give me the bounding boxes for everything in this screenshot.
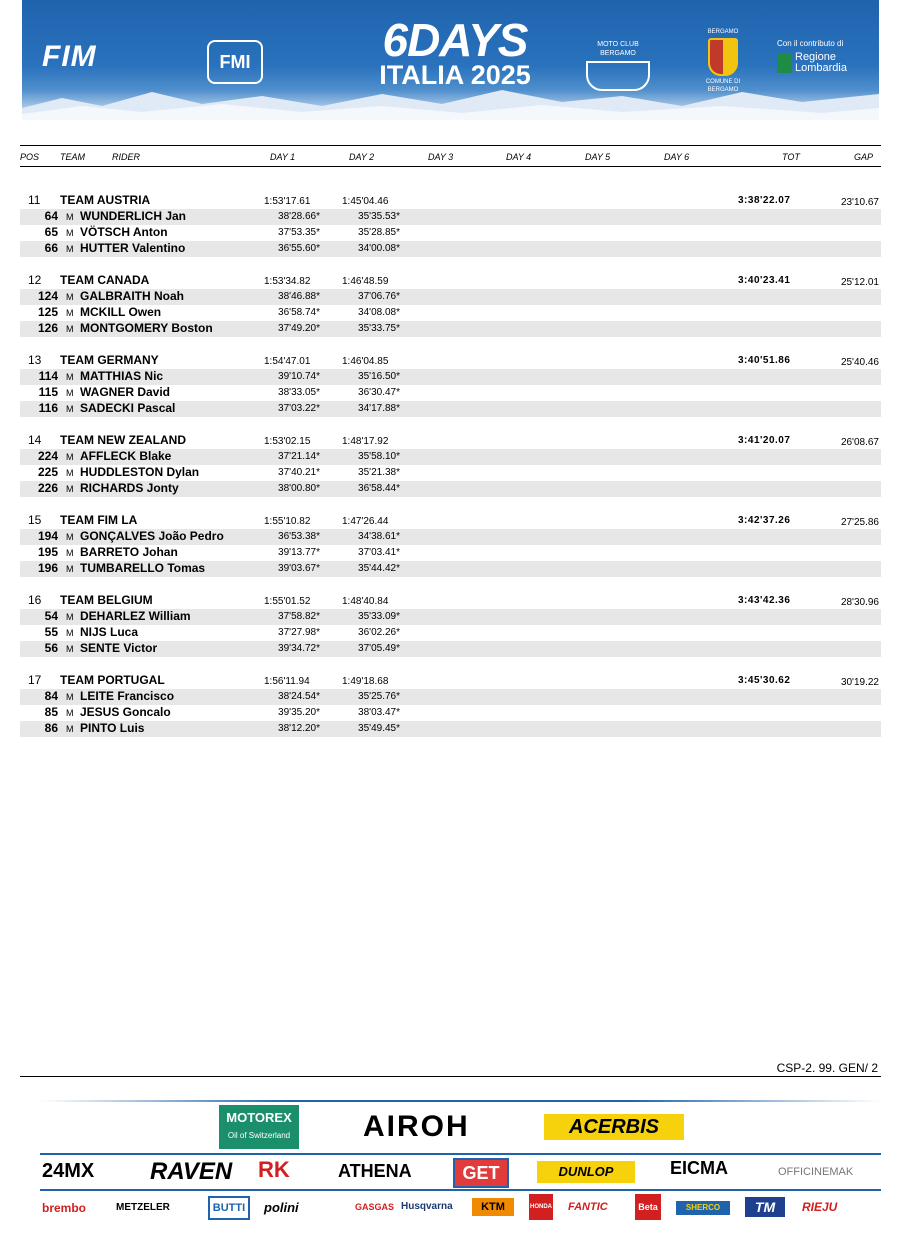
team-row: [20, 353, 881, 369]
rider-number: 126: [37, 321, 58, 335]
rider-category: M: [66, 692, 74, 702]
sponsor-24mx: 24MX: [42, 1160, 95, 1182]
rider-row: [20, 481, 881, 497]
sponsor-officinemak: OFFICINEMAK: [778, 1166, 854, 1178]
rider-name: HUTTER Valentino: [80, 241, 186, 255]
sponsor-acerbis: ACERBIS: [544, 1114, 684, 1140]
rider-day2-time: 34'17.88*: [358, 403, 400, 414]
sponsor-metzeler: METZELER: [116, 1202, 170, 1213]
team-block: [20, 353, 881, 417]
sponsor-gasgas: GASGAS: [355, 1202, 395, 1212]
rider-row: [20, 241, 881, 257]
rider-day2-time: 36'58.44*: [358, 483, 400, 494]
rider-name: SENTE Victor: [80, 641, 158, 655]
rider-day1-time: 37'49.20*: [278, 323, 320, 334]
team-row: [20, 273, 881, 289]
rider-day1-time: 39'10.74*: [278, 371, 320, 382]
rider-row: [20, 209, 881, 225]
rider-category: M: [66, 292, 74, 302]
rider-day2-time: 37'06.76*: [358, 291, 400, 302]
rider-category: M: [66, 452, 74, 462]
team-day2-time: 1:45'04.46: [342, 196, 389, 207]
rider-row: [20, 609, 881, 625]
six-days-title: 6DAYS: [382, 14, 528, 66]
event-banner: [22, 0, 879, 120]
team-row: [20, 193, 881, 209]
col-header-day5: DAY 5: [585, 152, 611, 162]
rider-name: GONÇALVES João Pedro: [80, 529, 224, 543]
rider-day1-time: 36'55.60*: [278, 243, 320, 254]
rider-day2-time: 35'21.38*: [358, 467, 400, 478]
rider-name: MONTGOMERY Boston: [80, 321, 213, 335]
rider-name: WUNDERLICH Jan: [80, 209, 187, 223]
sponsor-butti: BUTTI: [208, 1196, 250, 1220]
rider-number: 125: [37, 305, 58, 319]
sponsor-husqvarna: Husqvarna: [401, 1201, 453, 1212]
team-day2-time: 1:46'04.85: [342, 356, 389, 367]
sponsor-motorex-label: MOTOREX: [226, 1110, 292, 1125]
rider-day2-time: 35'25.76*: [358, 691, 400, 702]
col-header-day6: DAY 6: [664, 152, 690, 162]
rider-day2-time: 35'33.75*: [358, 323, 400, 334]
rider-name: MATTHIAS Nic: [80, 369, 164, 383]
rider-name: AFFLECK Blake: [80, 449, 172, 463]
team-total-time: 3:41'20.07: [738, 435, 791, 446]
team-name: TEAM CANADA: [60, 273, 150, 287]
team-name: TEAM NEW ZEALAND: [60, 433, 186, 447]
rider-number: 124: [37, 289, 58, 303]
team-gap: 25'40.46: [840, 357, 879, 368]
rider-name: SADECKI Pascal: [80, 401, 176, 415]
team-gap: 26'08.67: [840, 437, 879, 448]
team-total-time: 3:40'51.86: [738, 355, 791, 366]
sponsor-athena: ATHENA: [338, 1161, 412, 1181]
rider-day1-time: 37'27.98*: [278, 627, 320, 638]
sponsor-fantic: FANTIC: [568, 1201, 608, 1213]
rider-day1-time: 38'24.54*: [278, 691, 320, 702]
fim-logo: FIM: [42, 40, 97, 73]
team-gap: 23'10.67: [840, 197, 879, 208]
col-header-day4: DAY 4: [506, 152, 532, 162]
team-day1-time: 1:56'11.94: [264, 676, 310, 687]
team-name: TEAM PORTUGAL: [60, 673, 165, 687]
rider-number: 84: [44, 689, 58, 703]
rider-day1-time: 38'28.66*: [278, 211, 320, 222]
header-bottom-rule: [20, 166, 881, 167]
team-day2-time: 1:48'40.84: [342, 596, 389, 607]
sponsor-rieju: RIEJU: [802, 1200, 838, 1214]
sponsor-brembo: brembo: [42, 1201, 87, 1215]
rider-name: JESUS Goncalo: [80, 705, 171, 719]
rider-row: [20, 705, 881, 721]
col-header-day1: DAY 1: [270, 152, 296, 162]
crest-bottom-label: COMUNE DI BERGAMO: [705, 79, 741, 93]
team-row: [20, 673, 881, 689]
rider-number: 64: [44, 209, 58, 223]
rider-number: 114: [38, 369, 58, 383]
rider-category: M: [66, 628, 74, 638]
sponsor-motorex: [219, 1105, 299, 1149]
rider-row: [20, 689, 881, 705]
rider-number: 196: [37, 561, 58, 575]
rider-number: 85: [44, 705, 58, 719]
team-day1-time: 1:53'02.15: [264, 436, 311, 447]
rider-row: [20, 321, 881, 337]
rider-day1-time: 39'34.72*: [278, 643, 320, 654]
sponsor-ktm: KTM: [472, 1198, 514, 1216]
rider-day1-time: 37'03.22*: [278, 403, 320, 414]
team-row: [20, 433, 881, 449]
moto-club-bergamo-logo: [582, 40, 654, 91]
col-header-tot: TOT: [782, 152, 800, 162]
sponsor-rule-top: [40, 1100, 881, 1102]
rider-row: [20, 545, 881, 561]
rider-row: [20, 385, 881, 401]
rider-number: 115: [38, 385, 58, 399]
six-days-subtitle: ITALIA 2025: [379, 60, 531, 90]
team-name: TEAM GERMANY: [60, 353, 159, 367]
rider-day2-time: 35'44.42*: [358, 563, 400, 574]
rider-day1-time: 37'21.14*: [278, 451, 320, 462]
rider-day1-time: 36'53.38*: [278, 531, 320, 542]
rider-number: 194: [37, 529, 58, 543]
rider-row: [20, 225, 881, 241]
rider-day1-time: 38'12.20*: [278, 723, 320, 734]
sponsor-rule-bottom: [40, 1189, 881, 1191]
rider-day1-time: 38'00.80*: [278, 483, 320, 494]
team-block: [20, 593, 881, 657]
team-position: 15: [28, 513, 42, 527]
lombardia-label: Regione Lombardia: [795, 51, 847, 74]
rider-number: 86: [44, 721, 58, 735]
document-code: CSP-2. 99. GEN/ 2: [776, 1061, 878, 1075]
rider-day1-time: 39'03.67*: [278, 563, 320, 574]
rider-row: [20, 401, 881, 417]
rider-row: [20, 465, 881, 481]
team-day2-time: 1:47'26.44: [342, 516, 389, 527]
sponsor-raven: RAVEN: [150, 1158, 233, 1185]
moto-club-label: MOTO CLUB BERGAMO: [597, 41, 639, 57]
team-gap: 28'30.96: [840, 597, 879, 608]
fmi-logo: FMI: [207, 40, 263, 84]
col-header-pos: POS: [20, 152, 40, 162]
moto-club-emblem: [586, 61, 650, 91]
rider-category: M: [66, 548, 74, 558]
team-block: [20, 513, 881, 577]
rider-day2-time: 37'05.49*: [358, 643, 400, 654]
rider-name: HUDDLESTON Dylan: [80, 465, 200, 479]
rider-name: WAGNER David: [80, 385, 171, 399]
rider-number: 56: [44, 641, 58, 655]
rider-day1-time: 37'58.82*: [278, 611, 320, 622]
rider-day2-time: 35'28.85*: [358, 227, 400, 238]
team-name: TEAM BELGIUM: [60, 593, 153, 607]
rider-category: M: [66, 372, 74, 382]
sponsor-beta: Beta: [635, 1194, 661, 1220]
rider-category: M: [66, 564, 74, 574]
team-gap: 30'19.22: [840, 677, 879, 688]
sponsor-rk: RK: [258, 1157, 290, 1182]
sponsor-airoh: AIROH: [363, 1110, 470, 1143]
rider-category: M: [66, 228, 74, 238]
team-block: [20, 433, 881, 497]
rider-name: TUMBARELLO Tomas: [80, 561, 206, 575]
rider-category: M: [66, 612, 74, 622]
team-gap: 27'25.86: [840, 517, 879, 528]
rider-row: [20, 289, 881, 305]
sponsor-polini: polini: [264, 1200, 299, 1215]
header-top-rule: [20, 145, 881, 146]
rider-row: [20, 529, 881, 545]
sponsor-get: GET: [453, 1158, 509, 1188]
team-position: 16: [28, 593, 42, 607]
col-header-team: TEAM: [60, 152, 86, 162]
rider-day2-time: 34'08.08*: [358, 307, 400, 318]
crest-top-label: BERGAMO: [707, 29, 739, 35]
team-day1-time: 1:55'10.82: [264, 516, 311, 527]
rider-name: LEITE Francisco: [80, 689, 175, 703]
sponsor-eicma: EICMA: [670, 1158, 728, 1178]
col-header-gap: GAP: [854, 152, 874, 162]
rider-number: 224: [37, 449, 58, 463]
rider-row: [20, 721, 881, 737]
rider-category: M: [66, 484, 74, 494]
rider-day2-time: 37'03.41*: [358, 547, 400, 558]
rider-name: GALBRAITH Noah: [80, 289, 184, 303]
team-total-time: 3:42'37.26: [738, 515, 791, 526]
rider-day1-time: 38'33.05*: [278, 387, 320, 398]
team-day1-time: 1:53'34.82: [264, 276, 311, 287]
rider-category: M: [66, 468, 74, 478]
footer-rule: [20, 1076, 881, 1077]
rider-number: 116: [38, 401, 58, 415]
rider-day2-time: 36'02.26*: [358, 627, 400, 638]
rider-row: [20, 625, 881, 641]
team-total-time: 3:43'42.36: [738, 595, 791, 606]
rider-day1-time: 39'35.20*: [278, 707, 320, 718]
rider-number: 225: [37, 465, 58, 479]
team-position: 17: [28, 673, 42, 687]
rider-day2-time: 35'58.10*: [358, 451, 400, 462]
team-position: 13: [28, 353, 42, 367]
rider-day2-time: 36'30.47*: [358, 387, 400, 398]
rider-name: VÖTSCH Anton: [80, 225, 168, 239]
rider-row: [20, 369, 881, 385]
rider-day2-time: 34'38.61*: [358, 531, 400, 542]
team-day1-time: 1:53'17.61: [264, 196, 311, 207]
sponsor-sherco: SHERCO: [676, 1201, 730, 1215]
rider-day1-time: 38'46.88*: [278, 291, 320, 302]
sponsor-honda: HONDA: [529, 1194, 553, 1220]
bergamo-crest-logo: [700, 28, 746, 94]
team-row: [20, 593, 881, 609]
team-day1-time: 1:54'47.01: [264, 356, 311, 367]
team-day1-time: 1:55'01.52: [264, 596, 311, 607]
team-block: [20, 273, 881, 337]
rider-day2-time: 35'16.50*: [358, 371, 400, 382]
sponsor-strip: [20, 1100, 881, 1240]
rider-number: 226: [37, 481, 58, 495]
rider-day2-time: 38'03.47*: [358, 707, 400, 718]
six-days-logo: [360, 14, 550, 90]
rider-category: M: [66, 644, 74, 654]
rider-name: BARRETO Johan: [80, 545, 178, 559]
rider-name: MCKILL Owen: [80, 305, 162, 319]
sponsor-dunlop: DUNLOP: [537, 1161, 635, 1183]
rider-name: PINTO Luis: [80, 721, 145, 735]
col-header-day2: DAY 2: [349, 152, 375, 162]
rider-number: 195: [37, 545, 58, 559]
rider-number: 65: [44, 225, 58, 239]
rider-category: M: [66, 308, 74, 318]
rider-name: DEHARLEZ William: [80, 609, 191, 623]
team-row: [20, 513, 881, 529]
rider-day2-time: 35'49.45*: [358, 723, 400, 734]
lombardia-small-label: Con il contributo di: [777, 39, 844, 48]
rider-row: [20, 449, 881, 465]
team-position: 14: [28, 433, 42, 447]
rider-name: NIJS Luca: [80, 625, 139, 639]
team-day2-time: 1:48'17.92: [342, 436, 389, 447]
rider-category: M: [66, 708, 74, 718]
team-total-time: 3:45'30.62: [738, 675, 791, 686]
rider-name: RICHARDS Jonty: [80, 481, 179, 495]
rider-day2-time: 35'33.09*: [358, 611, 400, 622]
team-total-time: 3:38'22.07: [738, 195, 791, 206]
col-header-day3: DAY 3: [428, 152, 454, 162]
rider-day2-time: 35'35.53*: [358, 211, 400, 222]
rider-row: [20, 561, 881, 577]
col-header-rider: RIDER: [112, 152, 141, 162]
rider-day1-time: 36'58.74*: [278, 307, 320, 318]
rider-number: 54: [44, 609, 58, 623]
crest-shield-icon: [708, 38, 738, 76]
rider-number: 66: [44, 241, 58, 255]
sponsor-motorex-sub: Oil of Switzerland: [227, 1131, 291, 1140]
team-block: [20, 673, 881, 737]
team-name: TEAM FIM LA: [60, 513, 138, 527]
rider-category: M: [66, 244, 74, 254]
sponsor-tm: TM: [745, 1197, 785, 1217]
rider-row: [20, 641, 881, 657]
rider-day1-time: 37'53.35*: [278, 227, 320, 238]
rider-category: M: [66, 388, 74, 398]
team-position: 11: [28, 193, 41, 207]
team-day2-time: 1:49'18.68: [342, 676, 389, 687]
rider-category: M: [66, 724, 74, 734]
team-gap: 25'12.01: [840, 277, 879, 288]
rider-row: [20, 305, 881, 321]
lombardia-logo: [777, 38, 867, 74]
team-total-time: 3:40'23.41: [738, 275, 791, 286]
rider-category: M: [66, 212, 74, 222]
rider-category: M: [66, 532, 74, 542]
rider-day2-time: 34'00.08*: [358, 243, 400, 254]
team-name: TEAM AUSTRIA: [60, 193, 151, 207]
rider-day1-time: 39'13.77*: [278, 547, 320, 558]
rider-number: 55: [44, 625, 58, 639]
rider-day1-time: 37'40.21*: [278, 467, 320, 478]
lombardia-rose-icon: [777, 53, 792, 73]
team-block: [20, 193, 881, 257]
team-day2-time: 1:46'48.59: [342, 276, 389, 287]
rider-category: M: [66, 404, 74, 414]
rider-category: M: [66, 324, 74, 334]
sponsor-rule-mid: [40, 1153, 881, 1155]
team-position: 12: [28, 273, 42, 287]
